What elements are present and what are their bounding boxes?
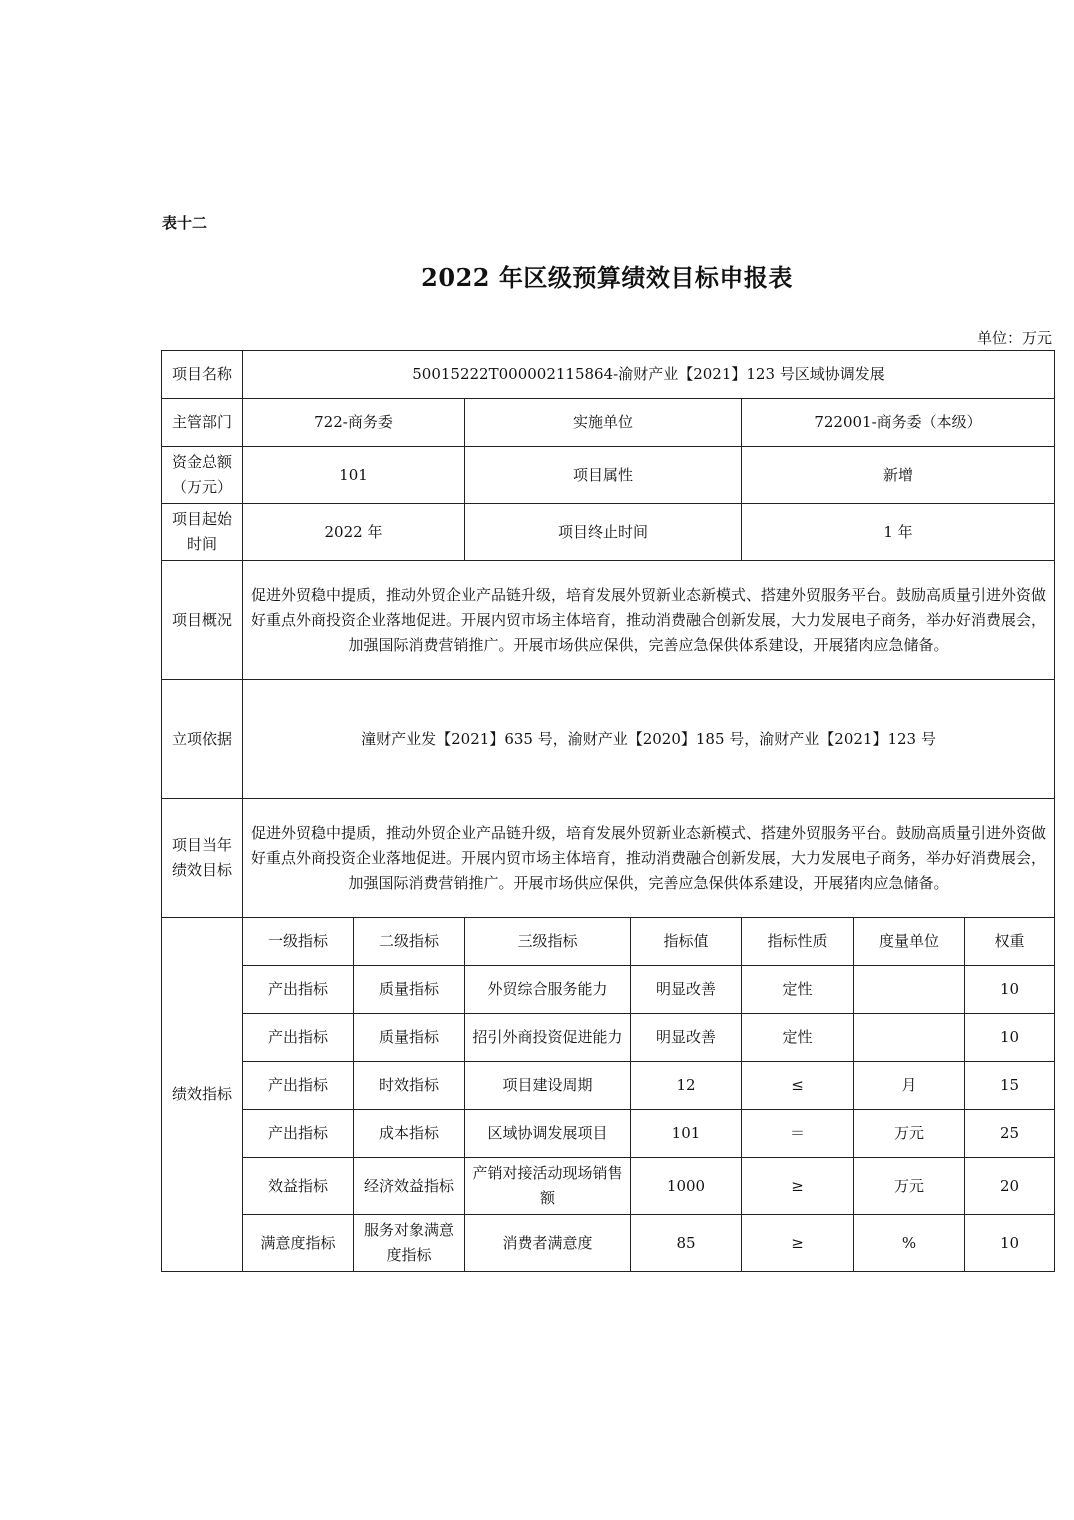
weight-cell: 15 [965, 1062, 1055, 1110]
weight-cell: 10 [965, 1014, 1055, 1062]
value-cell: 85 [631, 1215, 742, 1272]
basis-row [162, 680, 1055, 799]
header-cell: 二级指标 [354, 918, 465, 966]
indicator-row [162, 1062, 1055, 1110]
value-cell: 101 [631, 1110, 742, 1158]
performance-target-form [161, 350, 1055, 1272]
weight-cell: 20 [965, 1158, 1055, 1215]
project-attribute-value: 新增 [742, 447, 1055, 504]
level2-cell: 质量指标 [354, 966, 465, 1014]
project-name-row [162, 351, 1055, 399]
department-label: 主管部门 [162, 399, 243, 447]
overview-text: 促进外贸稳中提质，推动外贸企业产品链升级，培育发展外贸新业态新模式、搭建外贸服务平台。鼓励高质量引进外资做好重点外商投资企业落地促进。开展内贸市场主体培育，推动消费融合创新发展，大力发展电子商务，举办好消费展会，加强国际消费营销推广。开展市场供应保供，完善应急保供体系建设，开展猪肉应急储备。 [243, 561, 1055, 680]
unit-cell: 万元 [854, 1110, 965, 1158]
indicator-row [162, 1158, 1055, 1215]
header-cell: 权重 [965, 918, 1055, 966]
level3-cell: 项目建设周期 [465, 1062, 631, 1110]
value-cell: 12 [631, 1062, 742, 1110]
level2-cell: 成本指标 [354, 1110, 465, 1158]
department-row [162, 399, 1055, 447]
nature-cell: 定性 [742, 966, 854, 1014]
period-row [162, 504, 1055, 561]
indicator-row [162, 1215, 1055, 1272]
value-cell: 明显改善 [631, 966, 742, 1014]
implementing-unit-label: 实施单位 [465, 399, 742, 447]
end-time-label: 项目终止时间 [465, 504, 742, 561]
header-cell: 指标值 [631, 918, 742, 966]
table-number: 表十二 [162, 214, 208, 232]
level1-cell: 效益指标 [243, 1158, 354, 1215]
level1-cell: 产出指标 [243, 1062, 354, 1110]
level2-cell: 服务对象满意度指标 [354, 1215, 465, 1272]
indicators-label: 绩效指标 [162, 918, 243, 1272]
level2-cell: 时效指标 [354, 1062, 465, 1110]
unit-cell [854, 1014, 965, 1062]
weight-cell: 10 [965, 1215, 1055, 1272]
header-cell: 一级指标 [243, 918, 354, 966]
indicator-row [162, 966, 1055, 1014]
basis-text: 潼财产业发【2021】635 号，渝财产业【2020】185 号，渝财产业【2021】123 号 [243, 680, 1055, 799]
nature-cell: ≥ [742, 1158, 854, 1215]
project-name-label: 项目名称 [162, 351, 243, 399]
weight-cell: 10 [965, 966, 1055, 1014]
nature-cell: ≥ [742, 1215, 854, 1272]
level3-cell: 产销对接活动现场销售额 [465, 1158, 631, 1215]
department-value: 722-商务委 [243, 399, 465, 447]
level1-cell: 满意度指标 [243, 1215, 354, 1272]
indicator-row [162, 1014, 1055, 1062]
level2-cell: 质量指标 [354, 1014, 465, 1062]
overview-label: 项目概况 [162, 561, 243, 680]
header-cell: 三级指标 [465, 918, 631, 966]
start-time-value: 2022 年 [243, 504, 465, 561]
nature-cell: ＝ [742, 1110, 854, 1158]
fund-total-label: 资金总额（万元） [162, 447, 243, 504]
level1-cell: 产出指标 [243, 1110, 354, 1158]
nature-cell: ≤ [742, 1062, 854, 1110]
level1-cell: 产出指标 [243, 966, 354, 1014]
level3-cell: 区域协调发展项目 [465, 1110, 631, 1158]
end-time-value: 1 年 [742, 504, 1055, 561]
header-cell: 指标性质 [742, 918, 854, 966]
level1-cell: 产出指标 [243, 1014, 354, 1062]
unit-label: 单位：万元 [976, 329, 1052, 347]
overview-row [162, 561, 1055, 680]
fund-total-value: 101 [243, 447, 465, 504]
project-attribute-label: 项目属性 [465, 447, 742, 504]
annual-goal-label: 项目当年绩效目标 [162, 799, 243, 918]
start-time-label: 项目起始时间 [162, 504, 243, 561]
weight-cell: 25 [965, 1110, 1055, 1158]
annual-goal-row [162, 799, 1055, 918]
indicator-header-row [162, 918, 1055, 966]
unit-cell [854, 966, 965, 1014]
document-title: 2022 年区级预算绩效目标申报表 [421, 263, 793, 292]
fund-row [162, 447, 1055, 504]
level3-cell: 招引外商投资促进能力 [465, 1014, 631, 1062]
indicator-row [162, 1110, 1055, 1158]
basis-label: 立项依据 [162, 680, 243, 799]
unit-cell: 万元 [854, 1158, 965, 1215]
project-name-value: 50015222T000002115864-渝财产业【2021】123 号区域协调发展 [243, 351, 1055, 399]
unit-cell: 月 [854, 1062, 965, 1110]
value-cell: 明显改善 [631, 1014, 742, 1062]
level3-cell: 外贸综合服务能力 [465, 966, 631, 1014]
annual-goal-text: 促进外贸稳中提质，推动外贸企业产品链升级，培育发展外贸新业态新模式、搭建外贸服务平台。鼓励高质量引进外资做好重点外商投资企业落地促进。开展内贸市场主体培育，推动消费融合创新发展，大力发展电子商务，举办好消费展会，加强国际消费营销推广。开展市场供应保供，完善应急保供体系建设，开展猪肉应急储备。 [243, 799, 1055, 918]
unit-cell: % [854, 1215, 965, 1272]
nature-cell: 定性 [742, 1014, 854, 1062]
header-cell: 度量单位 [854, 918, 965, 966]
implementing-unit-value: 722001-商务委（本级） [742, 399, 1055, 447]
level2-cell: 经济效益指标 [354, 1158, 465, 1215]
level3-cell: 消费者满意度 [465, 1215, 631, 1272]
value-cell: 1000 [631, 1158, 742, 1215]
